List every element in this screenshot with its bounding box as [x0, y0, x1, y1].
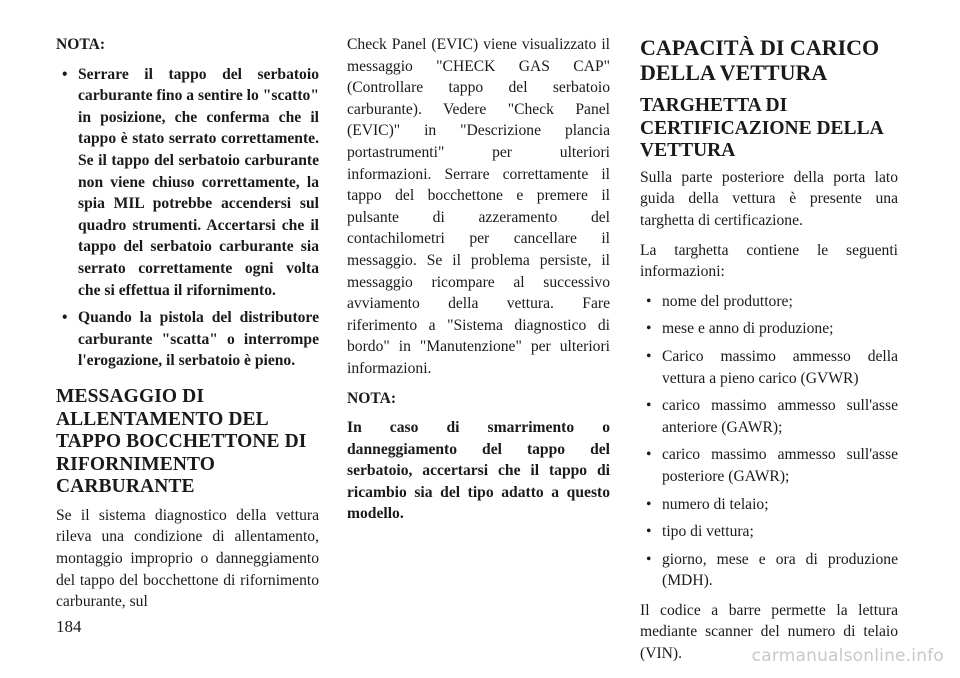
info-bullet-list: [640, 291, 898, 592]
list-item: • carico massimo ammesso sull'asse anteriore (GAWR);: [640, 395, 898, 438]
list-item: • mese e anno di produzione;: [640, 318, 898, 340]
note-bullet: • Quando la pistola del distributore carburante "scatta" o interrompe l'erogazione, il serbatoio è pieno.: [56, 307, 319, 372]
column-right: [640, 34, 898, 673]
note-text: In caso di smarrimento o danneggiamento del tappo del serbatoio, accertarsi che il tappo di ricambio sia del tipo adatto a questo modello.: [347, 419, 610, 523]
list-item: • carico massimo ammesso sull'asse posteriore (GAWR);: [640, 444, 898, 487]
body-paragraph: Se il sistema diagnostico della vettura rileva una condizione di allentamento, montaggio improprio o danneggiamento del tappo del bocchettone di rifornimento carburante, sul: [56, 506, 319, 611]
list-item: • numero di telaio;: [640, 494, 898, 516]
note-label: NOTA:: [347, 389, 397, 407]
list-item: • tipo di vettura;: [640, 521, 898, 543]
note-label: NOTA:: [56, 36, 106, 53]
column-left: [56, 34, 319, 621]
section-heading: MESSAGGIO DI ALLENTAMENTO DEL TAPPO BOCCHETTONE DI RIFORNIMENTO CARBURANTE: [56, 385, 307, 498]
chapter-title: CAPACITÀ DI CARICO DELLA VETTURA: [640, 35, 880, 85]
body-paragraph: La targhetta contiene le seguenti informazioni:: [640, 241, 898, 281]
section-heading: TARGHETTA DI CERTIFICAZIONE DELLA VETTURA: [640, 95, 883, 162]
column-middle: [347, 34, 610, 533]
note-bullet-list: [56, 64, 319, 372]
watermark: carmanualsonline.info: [751, 646, 944, 666]
list-item: • nome del produttore;: [640, 291, 898, 313]
list-item: • giorno, mese e ora di produzione (MDH).: [640, 549, 898, 592]
page-number: 184: [56, 617, 82, 636]
body-paragraph: Il codice a barre permette la lettura mediante scanner del numero di telaio (VIN).: [640, 601, 898, 663]
body-paragraph: Sulla parte posteriore della porta lato guida della vettura è presente una targhetta di certificazione.: [640, 168, 898, 229]
note-bullet: • Serrare il tappo del serbatoio carburante fino a sentire lo "scatto" in posizione, che conferma che il tappo è stato serrato correttamente. Se il tappo del serbatoio carburante non viene chiuso correttamente, la spia MIL potrebbe accendersi sul quadro strumenti. Accertarsi che il tappo del serbatoio carburante sia serrato correttamente ogni volta che si effettua il rifornimento.: [56, 64, 319, 302]
list-item: • Carico massimo ammesso della vettura a pieno carico (GVWR): [640, 346, 898, 389]
body-paragraph: Check Panel (EVIC) viene visualizzato il messaggio "CHECK GAS CAP" (Controllare tappo del serbatoio carburante). Vedere "Check Panel (EVIC)" in "Descrizione plancia portastrumenti" per ulteriori informazioni. Serrare correttamente il tappo del bocchettone e premere il pulsante di azzeramento del contachilometri per cancellare il messaggio. Se il problema persiste, il messaggio ricompare al successivo avviamento della vettura. Fare riferimento a "Sistema diagnostico di bordo" in "Manutenzione" per ulteriori informazioni.: [347, 36, 610, 377]
